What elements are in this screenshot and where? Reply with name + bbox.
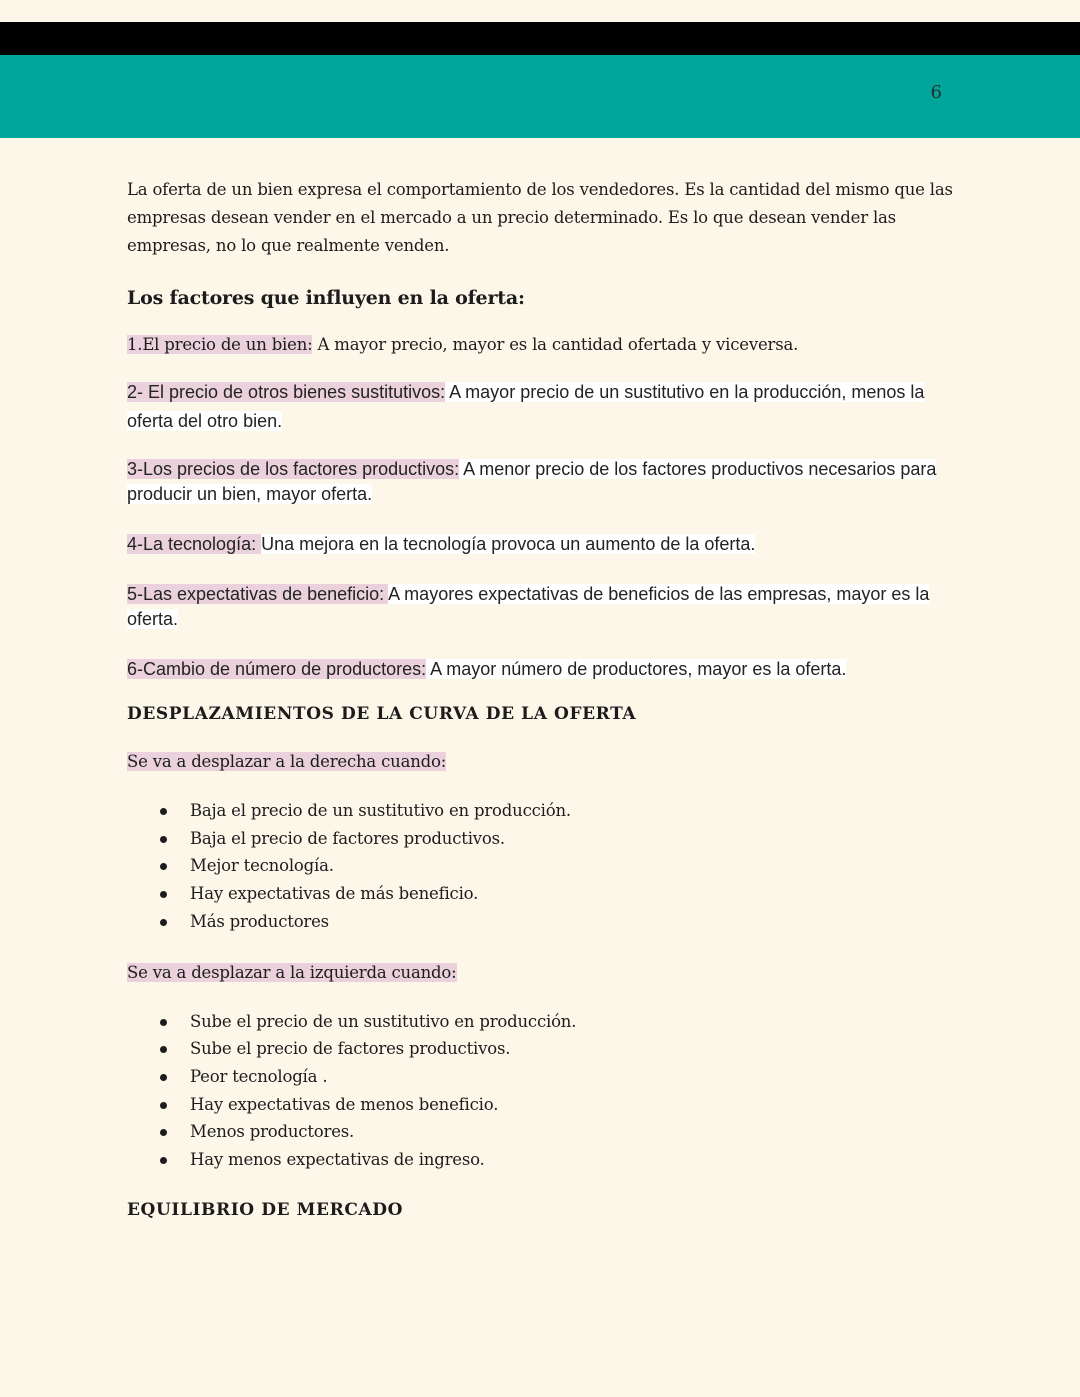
factor-label: 3-Los precios de los factores productivos: xyxy=(127,459,460,479)
list-item xyxy=(127,1146,953,1174)
bullet-icon xyxy=(160,1074,167,1081)
document-body xyxy=(127,176,953,1220)
list-item-text: Peor tecnología . xyxy=(190,1066,328,1086)
list-item-text: Hay menos expectativas de ingreso. xyxy=(190,1150,485,1170)
list-item-text: Menos productores. xyxy=(190,1122,355,1142)
bullet-icon xyxy=(160,808,167,815)
factor-item-6 xyxy=(127,657,953,682)
bullet-icon xyxy=(160,1019,167,1026)
bullet-icon xyxy=(160,1129,167,1136)
factor-label: 5-Las expectativas de beneficio: xyxy=(127,584,389,604)
factor-item-2 xyxy=(127,378,953,436)
factor-item-4 xyxy=(127,532,953,557)
factor-item-5 xyxy=(127,582,953,632)
list-item-text: Más productores xyxy=(190,911,329,931)
factor-text: Una mejora en la tecnología provoca un aumento de la oferta. xyxy=(261,534,756,554)
bullet-icon xyxy=(160,1102,167,1109)
list-item xyxy=(127,1035,953,1063)
factor-text: A mayor precio, mayor es la cantidad ofertada y viceversa. xyxy=(312,335,799,354)
list-item xyxy=(127,852,953,880)
list-item xyxy=(127,908,953,936)
factor-text: A mayor número de productores, mayor es la oferta. xyxy=(426,659,847,679)
factor-label: 6-Cambio de número de productores: xyxy=(127,659,427,679)
list-item xyxy=(127,797,953,825)
shift-right-label xyxy=(127,749,953,775)
bullet-icon xyxy=(160,1046,167,1053)
list-item xyxy=(127,1091,953,1119)
bullet-icon xyxy=(160,863,167,870)
bullet-icon xyxy=(160,1157,167,1164)
list-item xyxy=(127,880,953,908)
factor-text: A mayor precio de un sustitutivo en la producción, menos la oferta del otro bien. xyxy=(127,382,925,431)
bullet-icon xyxy=(160,919,167,926)
shift-right-label-text: Se va a desplazar a la derecha cuando: xyxy=(127,752,447,771)
list-item-text: Hay expectativas de más beneficio. xyxy=(190,884,479,904)
list-item-text: Baja el precio de factores productivos. xyxy=(190,828,505,848)
list-item-text: Sube el precio de factores productivos. xyxy=(190,1039,511,1059)
bullet-icon xyxy=(160,891,167,898)
shifts-heading: DESPLAZAMIENTOS DE LA CURVA DE LA OFERTA xyxy=(127,704,637,724)
factor-item-3 xyxy=(127,457,953,507)
list-item xyxy=(127,1008,953,1036)
shift-left-label-text: Se va a desplazar a la izquierda cuando: xyxy=(127,962,457,982)
list-item xyxy=(127,1118,953,1146)
list-item xyxy=(127,825,953,853)
factor-text: A mayores expectativas de beneficios de las empresas, mayor es la oferta. xyxy=(127,584,930,629)
intro-paragraph: La oferta de un bien expresa el comportamiento de los vendedores. Es la cantidad del mismo que las empresas desean vender en el mercado a un precio determinado. Es lo que desean vender las empresas, no lo que realmente venden. xyxy=(127,180,953,255)
page-number: 6 xyxy=(930,82,942,103)
top-black-bar xyxy=(0,22,1080,55)
equilibrium-heading: EQUILIBRIO DE MERCADO xyxy=(127,1199,404,1220)
header-band xyxy=(0,55,1080,138)
list-item-text: Hay expectativas de menos beneficio. xyxy=(190,1094,499,1114)
factor-item-1 xyxy=(127,331,953,359)
factors-heading: Los factores que influyen en la oferta: xyxy=(127,287,525,309)
list-item-text: Sube el precio de un sustitutivo en producción. xyxy=(190,1011,577,1031)
factor-label: 4-La tecnología: xyxy=(127,534,262,554)
bullet-icon xyxy=(160,836,167,843)
shift-right-list xyxy=(127,797,953,936)
list-item-text: Mejor tecnología. xyxy=(190,856,334,876)
factor-text: A menor precio de los factores productivos necesarios para producir un bien, mayor oferta. xyxy=(127,459,937,504)
shift-left-label xyxy=(127,960,953,986)
factor-label: 2- El precio de otros bienes sustitutivos: xyxy=(127,382,446,402)
list-item xyxy=(127,1063,953,1091)
factor-label: 1.El precio de un bien: xyxy=(127,335,313,354)
shift-left-list xyxy=(127,1008,953,1174)
list-item-text: Baja el precio de un sustitutivo en producción. xyxy=(190,801,571,820)
